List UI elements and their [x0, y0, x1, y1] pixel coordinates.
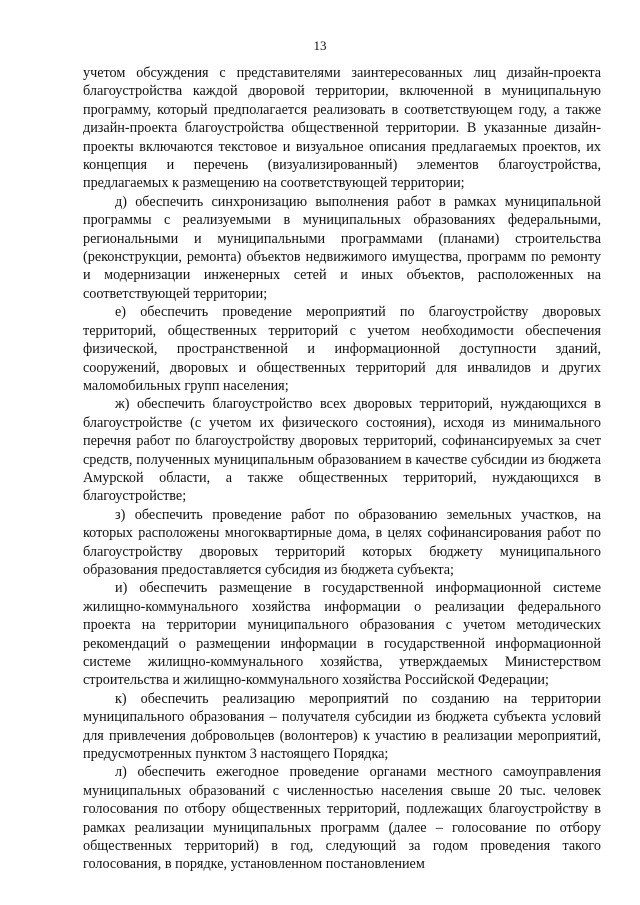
paragraph-item-i: и) обеспечить размещение в государственной информационной системе жилищно-коммунального хозяйства информации о реализации федерального проекта на территории муниципального образования с учетом методических рекомендаций о размещении информации в государственной информационной системе жилищно-коммунального хозяйства, утверждаемых Министерством строительства и жилищно-коммунального хозяйства Российской Федерации;: [83, 580, 601, 689]
paragraph-item-e: е) обеспечить проведение мероприятий по благоустройству дворовых территорий, общественных территорий с учетом необходимости обеспечения физической, пространственной и информационной доступности зданий, сооружений, дворовых и общественных территорий для инвалидов и других маломобильных групп населения;: [83, 304, 601, 394]
page-number: 13: [313, 38, 327, 53]
paragraph-item-d: д) обеспечить синхронизацию выполнения работ в рамках муниципальной программы с реализуемыми в муниципальных образованиях федеральными, региональными и муниципальными программами (планами) строительства (реконструкции, ремонта) объектов недвижимого имущества, программ по ремонту и модернизации инженерных сетей и иных объектов, расположенных на соответствующей территории;: [83, 193, 601, 302]
paragraph-item-z: з) обеспечить проведение работ по образованию земельных участков, на которых расположены многоквартирные дома, в целях софинансирования работ по благоустройству дворовых территорий которых бюджету муниципального образования предоставляется субсидия из бюджета субъекта;: [83, 506, 601, 578]
paragraph-item-zh: ж) обеспечить благоустройство всех дворовых территорий, нуждающихся в благоустройстве (с учетом их физического состояния), исходя из минимального перечня работ по благоустройству дворовых территорий, софинансируемых за счет средств, полученных муниципальным образованием в качестве субсидии из бюджета Амурской области, а также общественных территорий, нуждающихся в благоустройстве;: [83, 396, 601, 505]
paragraph-item-l: л) обеспечить ежегодное проведение органами местного самоуправления муниципальных образований с численностью населения свыше 20 тыс. человек голосования по отбору общественных территорий, подлежащих благоустройству в рамках реализации муниципальных программ (далее – голосование по отбору общественных территорий) в год, следующий за годом проведения такого голосования, в порядке, установленном постановлением: [83, 764, 601, 873]
paragraph-continuation: учетом обсуждения с представителями заинтересованных лиц дизайн-проекта благоустройства каждой дворовой территории, включенной в муниципальную программу, который предполагается реализовать в соответствующем году, а также дизайн-проекта благоустройства общественной территории. В указанные дизайн-проекты включаются текстовое и визуальное описания предлагаемых проектов, их концепция и перечень (визуализированный) элементов благоустройства, предлагаемых к размещению на соответствующей территории;: [83, 65, 601, 192]
document-body: [83, 64, 601, 874]
paragraph-item-k: к) обеспечить реализацию мероприятий по созданию на территории муниципального образования – получателя субсидии из бюджета субъекта условий для привлечения добровольцев (волонтеров) к участию в реализации мероприятий, предусмотренных пунктом 3 настоящего Порядка;: [83, 690, 601, 763]
